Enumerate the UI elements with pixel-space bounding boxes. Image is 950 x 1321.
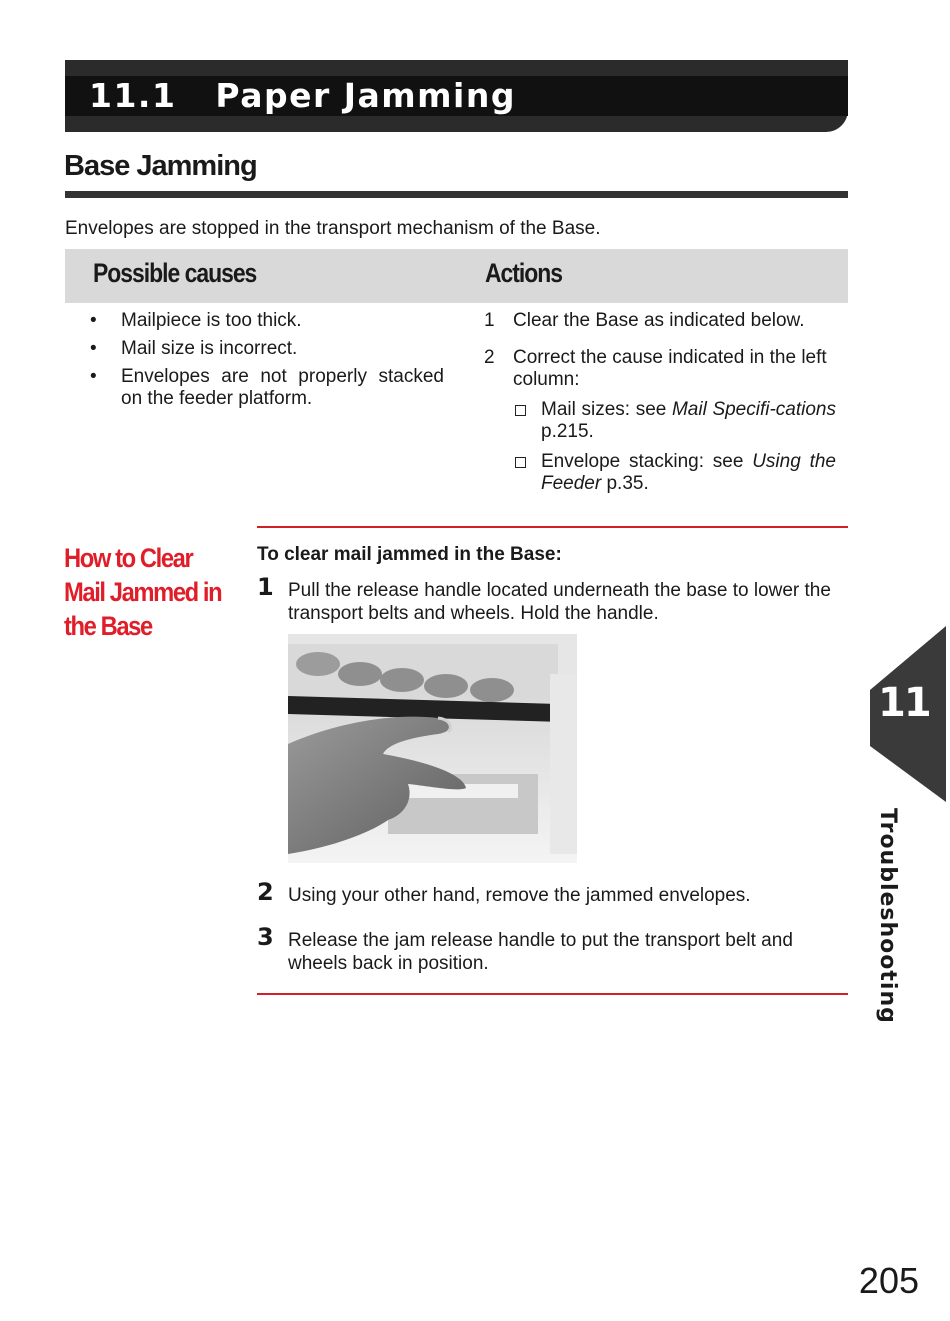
subheading-rule <box>65 191 848 198</box>
divider-bottom <box>257 993 848 995</box>
causes-list <box>90 310 444 416</box>
section-header-bar <box>65 60 848 132</box>
step-number: 3 <box>257 923 274 951</box>
list-item <box>90 366 444 410</box>
page-reference: p.215. <box>541 421 594 442</box>
page-reference: p.35. <box>601 473 649 494</box>
sub-action-prefix: Mail sizes: see <box>541 399 672 420</box>
procedure-title: To clear mail jammed in the Base: <box>257 544 562 565</box>
section-number: 11.1 <box>89 76 177 115</box>
cause-text: Mailpiece is too thick. <box>121 310 302 331</box>
action-text: Clear the Base as indicated below. <box>513 310 805 331</box>
list-item <box>484 347 836 495</box>
procedure-step <box>257 878 849 907</box>
chapter-number: 11 <box>878 680 930 726</box>
bullet-icon: • <box>90 310 97 331</box>
action-number: 1 <box>484 310 495 331</box>
cause-text: Mail size is incorrect. <box>121 338 298 359</box>
sub-action <box>513 399 836 443</box>
cross-reference-link[interactable]: Mail Specifi-cations <box>671 399 837 420</box>
action-text: Correct the cause indicated in the left column: <box>513 347 827 390</box>
chapter-label <box>870 808 930 1024</box>
section-title-text: Paper Jamming <box>215 76 516 115</box>
page-number: 205 <box>858 1260 919 1301</box>
step-number: 1 <box>257 573 274 601</box>
step-number: 2 <box>257 878 274 906</box>
sub-action-prefix: Envelope stacking: see <box>541 451 753 472</box>
step-text: Using your other hand, remove the jammed envelopes. <box>288 885 751 906</box>
bullet-icon: • <box>90 338 97 359</box>
cause-text: Envelopes are not properly stacked on the feeder platform. <box>121 366 444 409</box>
column-header-causes: Possible causes <box>93 258 257 288</box>
side-title: How to Clear Mail Jammed in the Base <box>64 543 222 641</box>
intro-text: Envelopes are stopped in the transport mechanism of the Base. <box>65 218 601 239</box>
step-text: Release the jam release handle to put the transport belt and wheels back in position. <box>288 930 793 974</box>
release-handle-photo <box>288 634 577 863</box>
table-header <box>65 249 848 303</box>
step-text: Pull the release handle located underneath the base to lower the transport belts and wheels. Hold the handle. <box>288 580 831 624</box>
hand-on-handle-illustration <box>288 634 577 863</box>
list-item <box>90 338 444 360</box>
section-title <box>89 76 516 116</box>
divider-top <box>257 526 848 528</box>
cross-reference-link[interactable]: Using the Feeder <box>541 451 836 494</box>
procedure-step <box>257 923 849 975</box>
list-item <box>90 310 444 332</box>
sub-action <box>513 451 836 495</box>
procedure-step <box>257 573 849 625</box>
list-item <box>484 310 836 332</box>
action-number: 2 <box>484 347 495 368</box>
chapter-label-text: Troubleshooting <box>875 808 900 1024</box>
checkbox-square-icon <box>515 457 526 468</box>
actions-list <box>484 310 836 510</box>
section-header-inner <box>65 76 848 116</box>
bullet-icon: • <box>90 366 97 387</box>
checkbox-square-icon <box>515 405 526 416</box>
subheading: Base Jamming <box>64 150 257 182</box>
column-header-actions: Actions <box>485 258 563 288</box>
